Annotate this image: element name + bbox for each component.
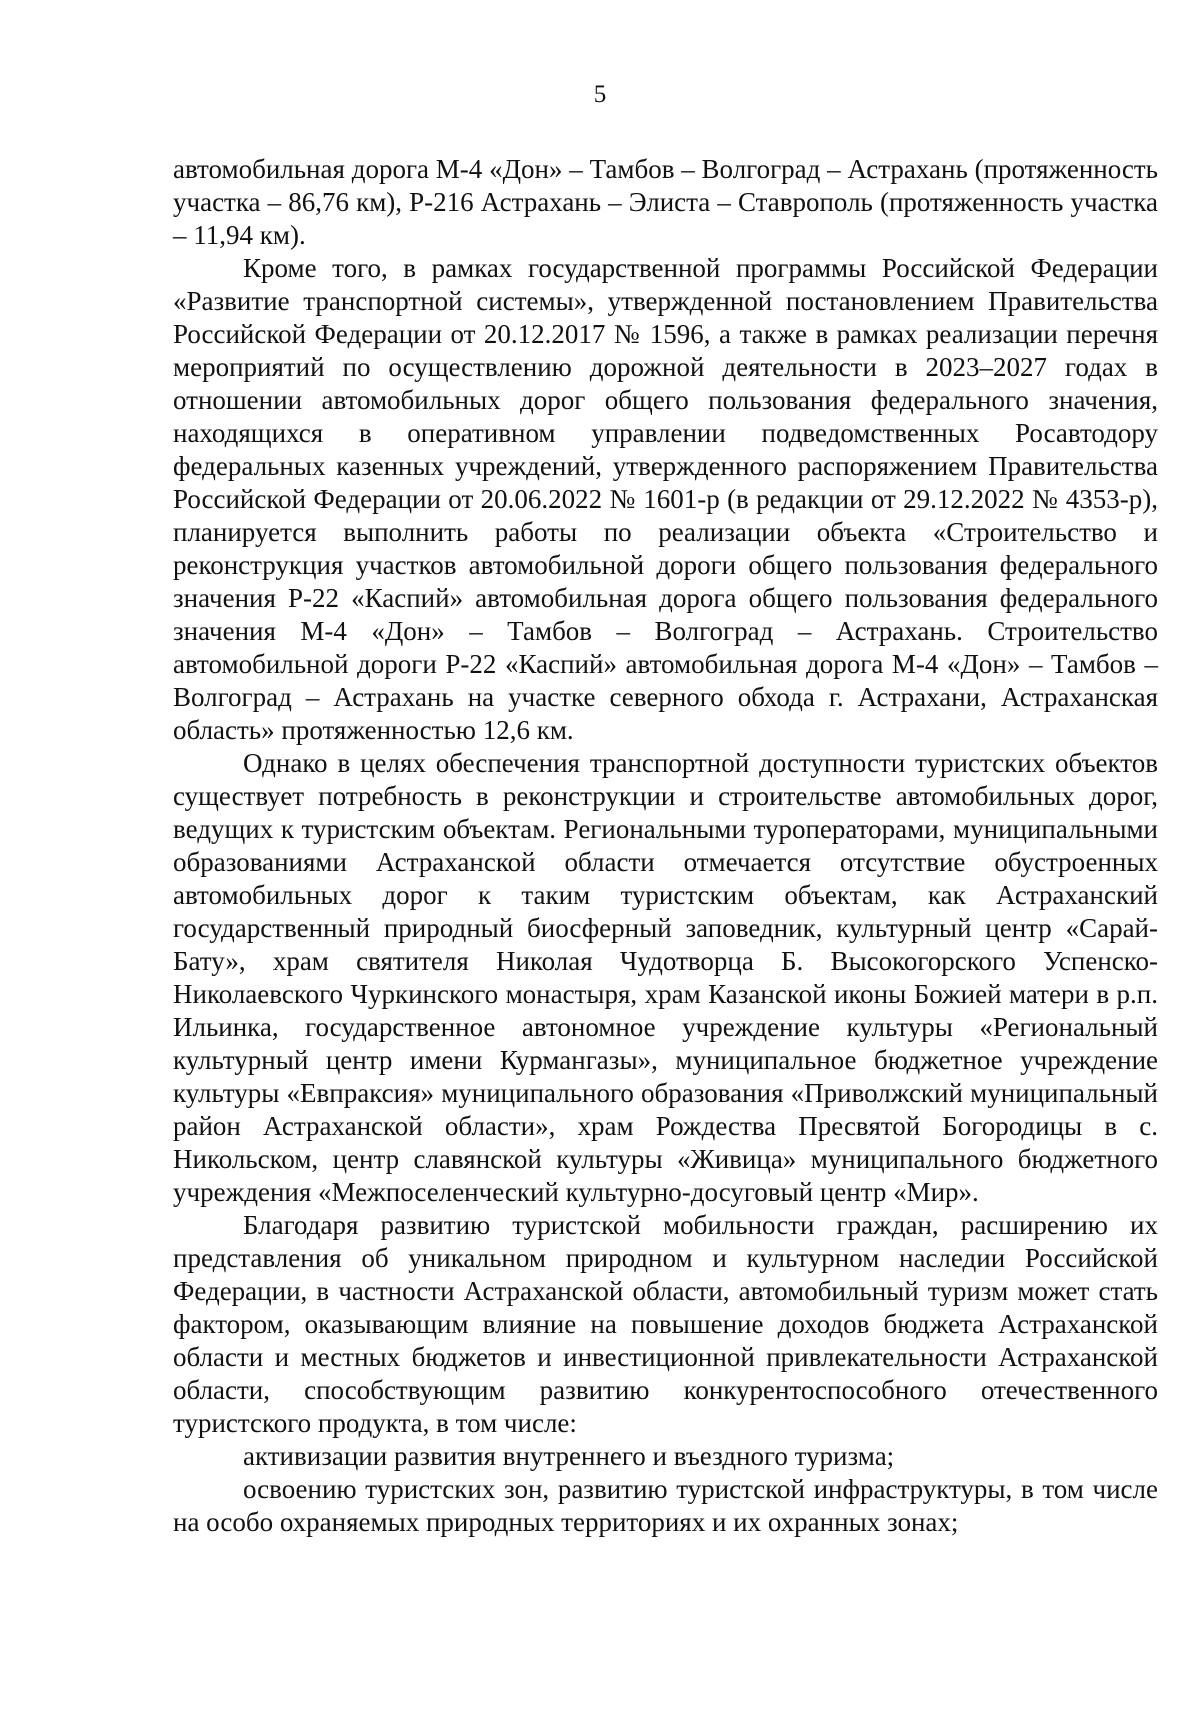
paragraph-1: автомобильная дорога М-4 «Дон» – Тамбов – Волгоград – Астрахань (протяженность участка – 86,76 км), Р-216 Астрахань – Элиста – Ставрополь (протяженность участка – 11,94 км). (173, 154, 1158, 250)
paragraph-3: Однако в целях обеспечения транспортной доступности туристских объектов существует потребность в реконструкции и строительстве автомобильных дорог, ведущих к туристским объектам. Региональными туроператорами, муниципальными образованиями Астраханской области отмечается отсутствие обустроенных автомобильных дорог к таким туристским объектам, как Астраханский государственный природный биосферный заповедник, культурный центр «Сарай-Бату», храм святителя Николая Чудотворца Б. Высокогорского Успенско-Николаевского Чуркинского монастыря, храм Казанской иконы Божией матери в р.п. Ильинка, государственное автономное учреждение культуры «Региональный культурный центр имени Курмангазы», муниципальное бюджетное учреждение культуры «Евпраксия» муниципального образования «Приволжский муниципальный район Астраханской области», храм Рождества Пресвятой Богородицы в с. Никольском, центр славянской культуры «Живица» муниципального бюджетного учреждения «Межпоселенческий культурно-досуговый центр «Мир». (173, 748, 1158, 1207)
paragraph-6: освоению туристских зон, развитию туристской инфраструктуры, в том числе на особо охраняемых природных территориях и их охранных зонах; (173, 1474, 1158, 1537)
paragraph-2: Кроме того, в рамках государственной программы Российской Федерации «Развитие транспортной системы», утвержденной постановлением Правительства Российской Федерации от 20.12.2017 № 1596, а также в рамках реализации перечня мероприятий по осуществлению дорожной деятельности в 2023–2027 годах в отношении автомобильных дорог общего пользования федерального значения, находящихся в оперативном управлении подведомственных Росавтодору федеральных казенных учреждений, утвержденного распоряжением Правительства Российской Федерации от 20.06.2022 № 1601-р (в редакции от 29.12.2022 № 4353-р), планируется выполнить работы по реализации объекта «Строительство и реконструкция участков автомобильной дороги общего пользования федерального значения Р-22 «Каспий» автомобильная дорога общего пользования федерального значения М-4 «Дон» – Тамбов – Волгоград – Астрахань. Строительство автомобильной дороги Р-22 «Каспий» автомобильная дорога М-4 «Дон» – Тамбов – Волгоград – Астрахань на участке северного обхода г. Астрахани, Астраханская область» протяженностью 12,6 км. (173, 253, 1158, 745)
page-number: 5 (593, 81, 607, 108)
paragraph-5: активизации развития внутреннего и въездного туризма; (243, 1441, 895, 1471)
paragraph-4: Благодаря развитию туристской мобильности граждан, расширению их представления об уникальном природном и культурном наследии Российской Федерации, в частности Астраханской области, автомобильный туризм может стать фактором, оказывающим влияние на повышение доходов бюджета Астраханской области и местных бюджетов и инвестиционной привлекательности Астраханской области, способствующим развитию конкурентоспособного отечественного туристского продукта, в том числе: (173, 1210, 1158, 1438)
body-text (173, 153, 1158, 1539)
